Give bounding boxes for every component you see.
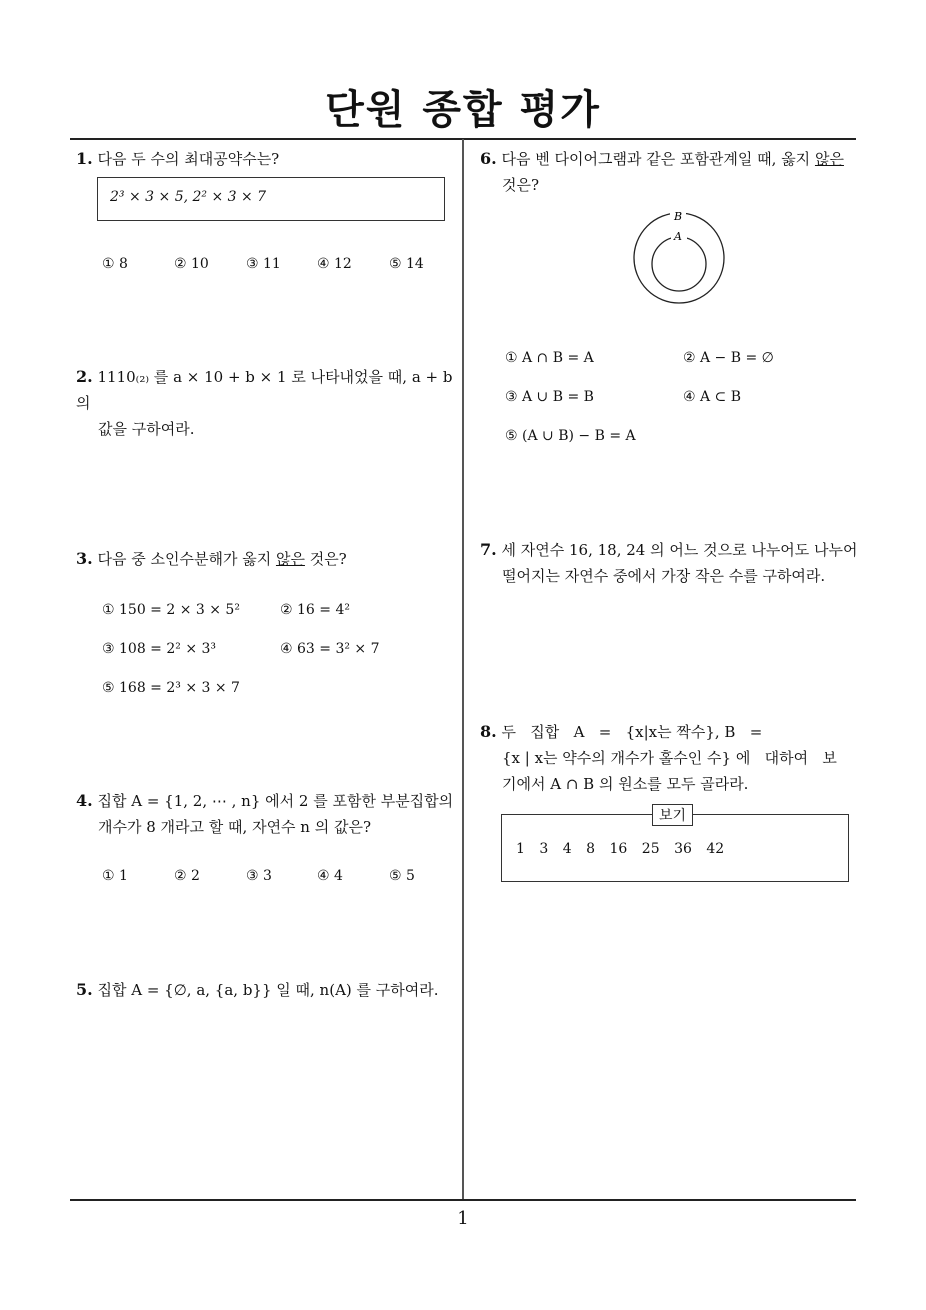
- question-text-line2: {x | x는 약수의 개수가 홀수인 수} 에 대하여 보: [502, 749, 837, 767]
- column-divider: [462, 139, 464, 1200]
- question-text-line2: 개수가 8 개라고 할 때, 자연수 n 의 값은?: [98, 818, 372, 836]
- question-text-line2: 떨어지는 자연수 중에서 가장 작은 수를 구하여라.: [502, 567, 826, 585]
- choice-1[interactable]: ① 8: [102, 256, 128, 272]
- choice-5[interactable]: ⑤ (A ∪ B) − B = A: [505, 428, 636, 444]
- page-number: 1: [457, 1208, 469, 1229]
- question-3: [76, 546, 347, 572]
- question-text-line2: 값을 구하여라.: [98, 420, 195, 438]
- bogi-item: 16: [609, 841, 628, 857]
- question-text-line2: 것은?: [502, 176, 540, 194]
- question-text-line1: 집합 A = {1, 2, ⋯ , n} 에서 2 를 포함한 부분집합의: [97, 792, 454, 810]
- q3-choices: [102, 602, 442, 702]
- choice-4[interactable]: ④ 4: [317, 868, 343, 884]
- question-2: [76, 364, 460, 442]
- bogi-label: 보기: [652, 804, 693, 826]
- expression-text: 2³ × 3 × 5, 2² × 3 × 7: [110, 189, 267, 205]
- bogi-item: 25: [641, 841, 660, 857]
- bogi-item: 36: [674, 841, 692, 857]
- question-text-underlined: 않은: [275, 550, 305, 568]
- choice-3[interactable]: ③ 3: [246, 868, 272, 884]
- question-text-post: 것은?: [304, 550, 347, 568]
- venn-diagram: [628, 206, 730, 306]
- page-title: 단원 종합 평가: [325, 87, 601, 133]
- choice-2[interactable]: ② 2: [174, 868, 200, 884]
- choice-3[interactable]: ③ 11: [246, 256, 281, 272]
- bogi-items: [516, 841, 724, 857]
- expression-box: [97, 177, 445, 221]
- label-a: A: [674, 230, 682, 243]
- choice-2[interactable]: ② 16 = 4²: [280, 602, 350, 618]
- question-number: 1.: [76, 149, 93, 168]
- question-number: 7.: [480, 540, 497, 559]
- question-number: 6.: [480, 149, 497, 168]
- q6-choices: [505, 350, 845, 450]
- bogi-item: 4: [562, 841, 572, 857]
- choice-3[interactable]: ③ A ∪ B = B: [505, 389, 594, 405]
- question-4: [76, 788, 460, 840]
- label-b: B: [674, 210, 683, 223]
- question-8: [480, 719, 860, 797]
- bogi-item: 3: [539, 841, 549, 857]
- bogi-item: 1: [516, 841, 525, 857]
- choice-4[interactable]: ④ 63 = 3² × 7: [280, 641, 380, 657]
- question-number: 8.: [480, 722, 497, 741]
- choice-5[interactable]: ⑤ 14: [389, 256, 424, 272]
- set-b-circle: [634, 213, 724, 303]
- bogi-item: 8: [586, 841, 596, 857]
- choice-1[interactable]: ① A ∩ B = A: [505, 350, 594, 366]
- choice-5[interactable]: ⑤ 168 = 2³ × 3 × 7: [102, 680, 240, 696]
- question-text-pre: 다음 중 소인수분해가 옳지: [97, 550, 276, 568]
- question-5: [76, 977, 439, 1003]
- question-text-line1: 세 자연수 16, 18, 24 의 어느 것으로 나누어도 나누어: [501, 541, 858, 559]
- choice-4[interactable]: ④ A ⊂ B: [683, 389, 742, 405]
- choice-3[interactable]: ③ 108 = 2² × 3³: [102, 641, 217, 657]
- question-text-line3: 기에서 A ∩ B 의 원소를 모두 골라라.: [502, 775, 749, 793]
- question-6: [480, 146, 860, 198]
- choice-1[interactable]: ① 150 = 2 × 3 × 5²: [102, 602, 240, 618]
- question-text-line1: 다음 벤 다이어그램과 같은 포함관계일 때, 옳지: [501, 150, 815, 168]
- question-7: [480, 537, 860, 589]
- choice-2[interactable]: ② A − B = ∅: [683, 350, 774, 366]
- set-a-circle: [652, 237, 706, 291]
- choice-5[interactable]: ⑤ 5: [389, 868, 415, 884]
- question-text: 집합 A = {∅, a, {a, b}} 일 때, n(A) 를 구하여라.: [97, 981, 439, 999]
- question-number: 3.: [76, 549, 93, 568]
- question-text: 다음 두 수의 최대공약수는?: [97, 150, 280, 168]
- footer-rule: [70, 1199, 856, 1201]
- question-text-line1: 두 집합 A = {x|x는 짝수}, B =: [501, 723, 763, 741]
- bogi-item: 42: [706, 841, 725, 857]
- question-number: 5.: [76, 980, 93, 999]
- choice-2[interactable]: ② 10: [174, 256, 209, 272]
- question-number: 4.: [76, 791, 93, 810]
- choice-1[interactable]: ① 1: [102, 868, 128, 884]
- choice-4[interactable]: ④ 12: [317, 256, 352, 272]
- question-text-line1: 1110₍₂₎ 를 a × 10 + b × 1 로 나타내었을 때, a + b 의: [76, 368, 453, 412]
- question-text-underlined: 않은: [814, 150, 844, 168]
- question-number: 2.: [76, 367, 93, 386]
- question-1: [76, 146, 279, 172]
- bogi-box: [501, 808, 849, 882]
